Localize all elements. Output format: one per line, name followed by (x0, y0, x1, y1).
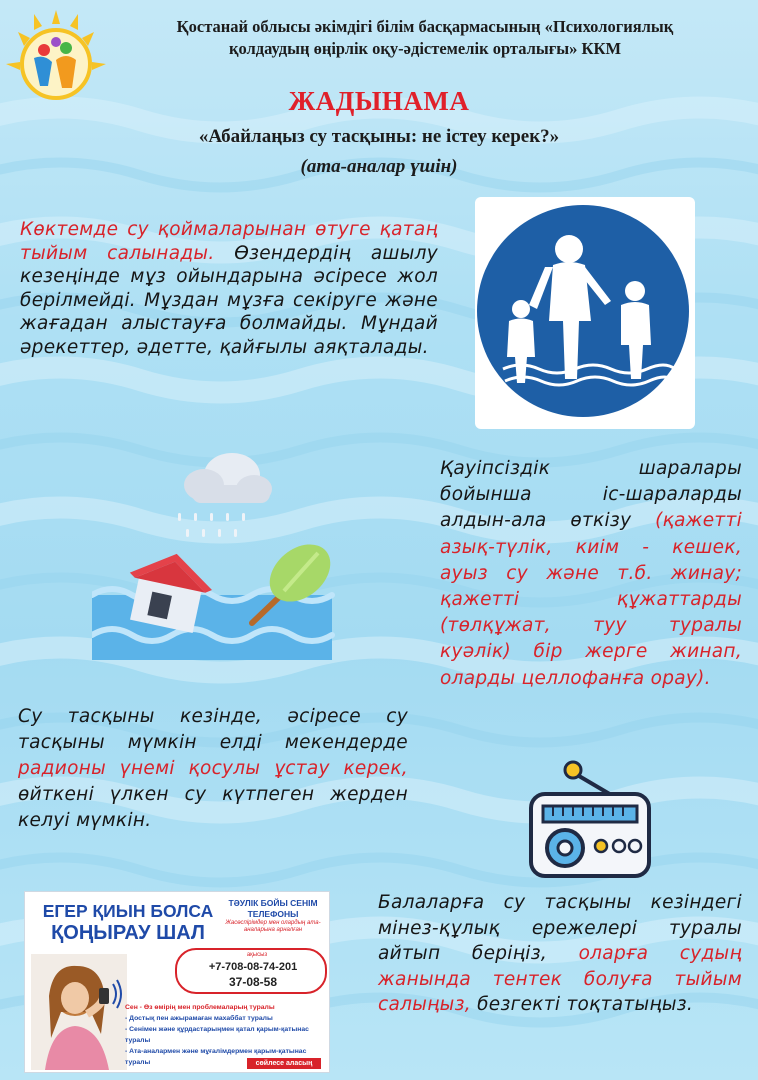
girl-with-phone-image (31, 954, 127, 1070)
page-title: ЖАДЫНАМА (288, 86, 470, 116)
helpline-footer: сөйлесе аласың (247, 1058, 321, 1069)
text-block-spring-ice (20, 218, 438, 359)
org-line-1: Қостанай облысы әкімдігі білім басқармасының «Психологиялық (176, 17, 674, 36)
block2-supplies: (қажетті азық-түлік, киім - кешек, ауыз су және т.б. жинау; қажетті құжаттарды (төлқұжат, туу туралы куәлік) бір жерге жинап, оларды целлофанға орау). (440, 510, 743, 689)
block3-radio-warning: радионы үнемі қосулы ұстау керек, (18, 758, 408, 779)
helpline-title-1: ЕГЕР ҚИЫН БОЛСА (42, 901, 214, 921)
family-in-water-icon (475, 197, 695, 429)
text-block-children (378, 890, 742, 1018)
text-block-preparation (440, 456, 742, 692)
helpline-phone-1: +7-708-08-74-201 (208, 961, 298, 973)
helpline-free-label: ақысыз (246, 952, 268, 958)
rain-cloud-icon (178, 453, 272, 537)
helpline-phone-box (175, 948, 327, 994)
helpline-24h-title: ТӘУЛІК БОЙЫ СЕНІМ ТЕЛЕФОНЫ (228, 898, 318, 919)
helpline-phone-2: 37-08-58 (228, 975, 278, 989)
helpline-topic-4: - Ата-аналармен және мұғалімдермен қарым-қатынас туралы (125, 1048, 307, 1066)
block4-text-1: Балаларға су тасқыны кезіндегі мінез-құлық ережелері туралы айтып беріңіз, (378, 892, 742, 964)
helpline-audience: Жасөспірімдер мен олардың ата-аналарына арналған (225, 920, 321, 933)
block4-warning: оларға судың жанында тентек болуға тыйым салыңыз, (378, 943, 742, 1015)
page-subtitle: «Абайлаңыз су тасқыны: не істеу керек?» (198, 126, 560, 147)
organization-header (110, 16, 740, 60)
helpline-topic-2: - Достық пен ажырамаған махаббат туралы (125, 1015, 273, 1022)
block2-text: Қауіпсіздік шаралары бойынша іс-шараларды алдын-ала өткізу (440, 458, 742, 532)
helpline-poster (24, 891, 330, 1073)
helpline-topic-1: Сен - Өз өмірің мен проблемаларың туралы (125, 1004, 275, 1011)
text-block-radio (18, 704, 408, 834)
block4-text-2: безгекті тоқтатыңыз. (477, 994, 694, 1015)
helpline-title-2: ҚОҢЫРАУ ШАЛ (51, 922, 205, 944)
block1-text: Өзендердің ашылу кезеңінде мұз ойындарына әсіресе жол берілмейді. Мұздан мұзға секіруге және жағадан алыстауға болмайды. Мұндай әрекеттер, әдетте, қайғылы аяқталады. (20, 242, 438, 358)
helpline-topic-3: - Сенімен және құрдастарыңмен қатал қарым-қатынас туралы (125, 1026, 309, 1044)
audience-note: (ата-аналар үшін) (300, 156, 458, 177)
flooded-house-illustration (92, 445, 342, 670)
org-line-2: қолдаудың өңірлік оқу-әдістемелік орталығы» ККМ (228, 39, 622, 58)
block1-warning: Көктемде су қоймаларынан өтуге қатаң тыйым салынады. (20, 219, 438, 264)
block3-text-2: өйткені үлкен су күтпеген жерден келуі мүмкін. (18, 784, 408, 831)
radio-icon (525, 760, 655, 882)
block3-text-1: Су тасқыны кезінде, әсіресе су тасқыны мүмкін елді мекендерде (18, 706, 408, 753)
flood-warning-sign (475, 197, 695, 429)
